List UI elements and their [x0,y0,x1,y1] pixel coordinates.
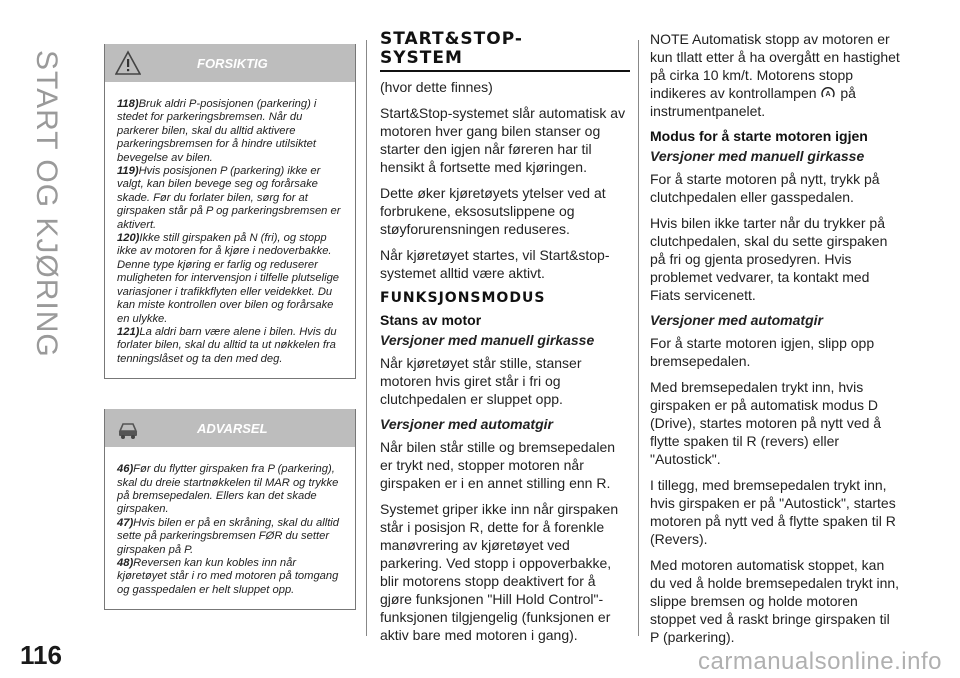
forsiktig-item: 118)Bruk aldri P-posisjonen (parkering) i stedet for parkeringsbremsen. Når du parkerer bilen, skal du alltid aktivere parkeringsbremsen for å hindre utilsiktet bevegelse av bilen. [117,98,317,164]
paragraph: For å starte motoren på nytt, trykk på clutchpedalen eller gasspedalen. [650,171,880,205]
side-chapter-title [26,30,66,650]
subsection-title: FUNKSJONSMODUS [380,290,546,306]
forsiktig-body [105,82,355,378]
section-title: START&STOP- SYSTEM [380,30,630,72]
paragraph: Når kjøretøyet står stille, stanser motoren hvis giret står i fri og clutchpedalen er sluppet opp. [380,355,582,407]
heading-manuell: Versjoner med manuell girkasse [650,148,865,164]
advarsel-item: 48)Reversen kan kun kobles inn når kjøretøyet står i ro med motoren på tomgang og gasspedalen er helt sluppet opp. [117,556,339,596]
forsiktig-item: 120)Ikke still girspaken på N (fri), og stopp ikke av motoren for å kjøre i nedoverbakke. Denne type kjøring er farlig og reduserer muligheten for intervensjon i tilfelle plutselige variasjoner i trafikkflyten eller veidekket. Du kan miste kontrollen over bilen og forårsake en ulykke. [117,232,340,325]
advarsel-item: 47)Hvis bilen er på en skråning, skal du alltid sette på parkeringsbremsen FØR du setter girspaken på P. [117,516,340,556]
heading-modus: Modus for å starte motoren igjen [650,128,868,144]
paragraph: Hvis bilen ikke tarter når du trykker på clutchpedalen, skal du sette girspaken på fri og gjenta prosedyren. Hvis problemet vedvarer, ta kontakt med Fiats servicenett. [650,215,888,303]
column-divider [638,40,639,636]
advarsel-box [104,409,356,610]
heading-automat: Versjoner med automatgir [650,312,823,328]
forsiktig-header [105,44,355,82]
heading-manuell: Versjoner med manuell girkasse [380,332,595,348]
watermark: carmanualsonline.info [698,648,942,675]
heading-automat: Versjoner med automatgir [380,416,553,432]
paragraph: Dette øker kjøretøyets ytelser ved at forbrukene, eksosutslippene og støyforurensningen reduseres. [380,185,606,237]
forsiktig-title: FORSIKTIG [197,56,268,71]
paragraph: Når kjøretøyet startes, vil Start&stop-systemet alltid være aktivt. [380,247,610,281]
engine-stop-indicator-icon [820,85,836,99]
side-chapter-title-text: START OG KJØRING [30,50,63,358]
forsiktig-box [104,44,356,379]
left-column [104,44,356,610]
note-paragraph: NOTE Automatisk stopp av motoren er kun tllatt etter å ha overgått en hastighet på cirka 10 km/t. Motorens stopp indikeres av kontrollampen A på instrumentpanelet. [650,31,900,119]
heading-stans: Stans av motor [380,312,482,328]
paragraph: Med motoren automatisk stoppet, kan du ved å holde bremsepedalen trykt inn, slippe bremsen og holde motoren stoppet ved å raskt bringe girspaken til P (parkering). [650,557,900,645]
warning-triangle-icon [115,50,141,76]
car-warning-icon [115,415,141,441]
paragraph: Med bremsepedalen trykt inn, hvis girspaken er på automatisk modus D (Drive), startes motoren på nytt ved å flytte spaken til R (revers) eller "Autostick". [650,379,882,467]
paragraph: Systemet griper ikke inn når girspaken står i posisjon R, dette for å forenkle manøvrering av kjøretøyet ved parkering. Ved stopp i oppoverbakke, blir motorens stopp deaktivert for å gjøre funksjonen "Hill Hold Control"-funksjonen tilgjengelig (funksjonen er aktiv bare med motoren i gang). [380,501,619,643]
paragraph: I tillegg, med bremsepedalen trykt inn, hvis girspaken er på "Autostick", startes motoren på nytt ved å flytte spaken til R (Revers). [650,477,896,547]
paragraph: Når bilen står stille og bremsepedalen er trykt ned, stopper motoren når girspaken er i en annet stilling enn R. [380,439,616,491]
svg-text:A: A [825,91,831,98]
right-column [650,30,900,654]
paragraph: Start&Stop-systemet slår automatisk av motoren hver gang bilen stanser og starter den igjen når føreren har til hensikt å fortsette med kjøringen. [380,105,626,175]
page-number: 116 [20,640,62,670]
column-divider [366,40,367,636]
forsiktig-item: 121)La aldri barn være alene i bilen. Hvis du forlater bilen, skal du alltid ta ut nøkkelen fra tenningslåset og ta den med deg. [117,325,337,365]
advarsel-item: 46)Før du flytter girspaken fra P (parkering), skal du dreie startnøkkelen til MAR og trykke på bremsepedalen. Ellers kan det skade girspaken. [117,463,339,516]
advarsel-body [105,447,355,609]
advarsel-title: ADVARSEL [197,421,268,437]
paragraph: (hvor dette finnes) [380,79,493,95]
forsiktig-item: 119)Hvis posisjonen P (parkering) ikke er valgt, kan bilen bevege seg og forårsake skade. Før du forlater bilen, sørg for at girspaken står på P og parkeringsbremsen er aktivert. [117,165,341,231]
paragraph: For å starte motoren igjen, slipp opp bremsepedalen. [650,335,875,369]
middle-column [380,30,630,652]
advarsel-header [105,409,355,447]
